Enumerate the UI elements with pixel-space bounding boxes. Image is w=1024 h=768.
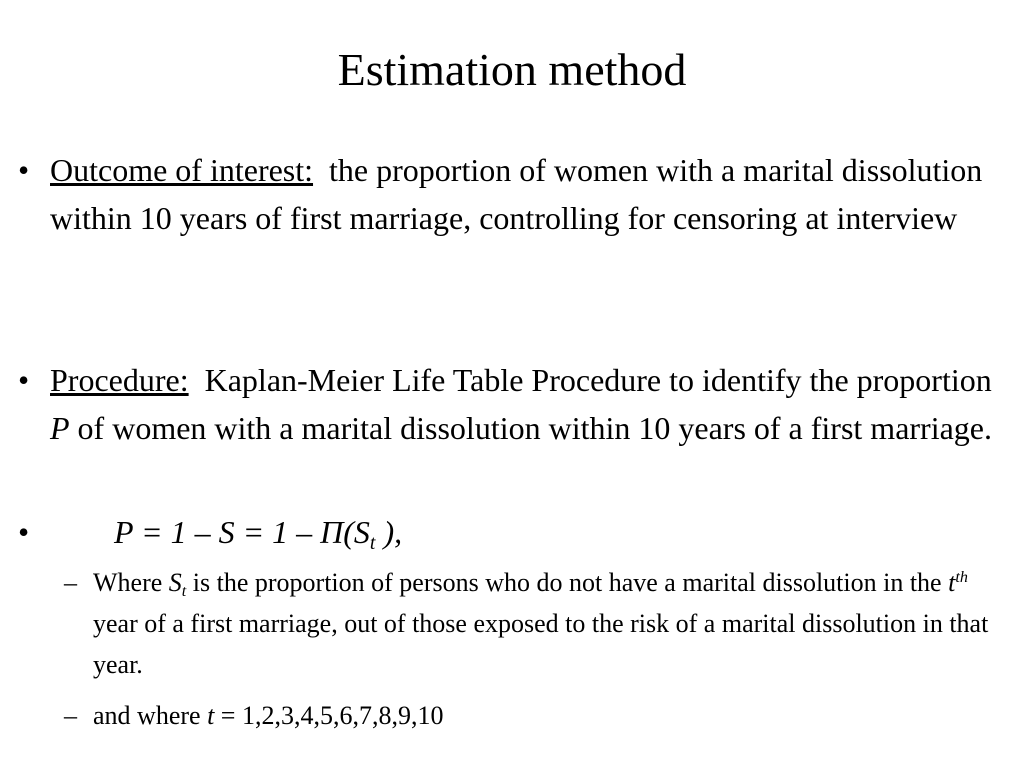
sub-lead: Where xyxy=(93,568,169,597)
sub-lead: and where xyxy=(93,701,208,730)
formula-end: ), xyxy=(375,514,403,550)
var-s: S xyxy=(168,568,182,597)
var-t-superscript: th xyxy=(955,569,968,587)
sub-mid-1: is the proportion of persons who do not have a marital dissolution in the xyxy=(186,568,949,597)
formula xyxy=(50,508,1000,556)
dash-marker: – xyxy=(64,568,77,597)
var-t: t xyxy=(948,568,956,597)
procedure-var-p: P xyxy=(50,410,70,446)
sub-rest: = 1,2,3,4,5,6,7,8,9,10 xyxy=(214,701,444,730)
sub-mid-2: year of a first marriage, out of those exposed to the risk of a marital dissolution in that year. xyxy=(93,609,989,679)
outcome-heading: Outcome of interest: xyxy=(50,152,314,188)
procedure-body-end: of women with a marital dissolution within 10 years of a first marriage. xyxy=(69,410,992,446)
bullet-text xyxy=(50,146,1000,242)
bullet-marker: • xyxy=(18,514,30,550)
procedure-body-start: Kaplan-Meier Life Table Procedure to identify the proportion xyxy=(188,362,1008,398)
formula-subscript: t xyxy=(369,531,376,554)
sub-bullet-text xyxy=(93,562,993,685)
procedure-heading: Procedure: xyxy=(50,362,189,398)
var-t: t xyxy=(207,701,215,730)
bullet-marker: • xyxy=(18,152,30,188)
bullet-marker: • xyxy=(18,362,30,398)
formula-main: P = 1 – S = 1 – Π(S xyxy=(114,514,370,550)
slide-title: Estimation method xyxy=(337,44,687,95)
outcome-body: the proportion of women with a marital dissolution within 10 years of first marriage, controlling for censoring at interview xyxy=(50,152,991,236)
sub-bullet-text xyxy=(93,695,993,736)
var-s-subscript: t xyxy=(181,582,187,600)
bullet-text xyxy=(50,356,1008,452)
dash-marker: – xyxy=(64,701,77,730)
